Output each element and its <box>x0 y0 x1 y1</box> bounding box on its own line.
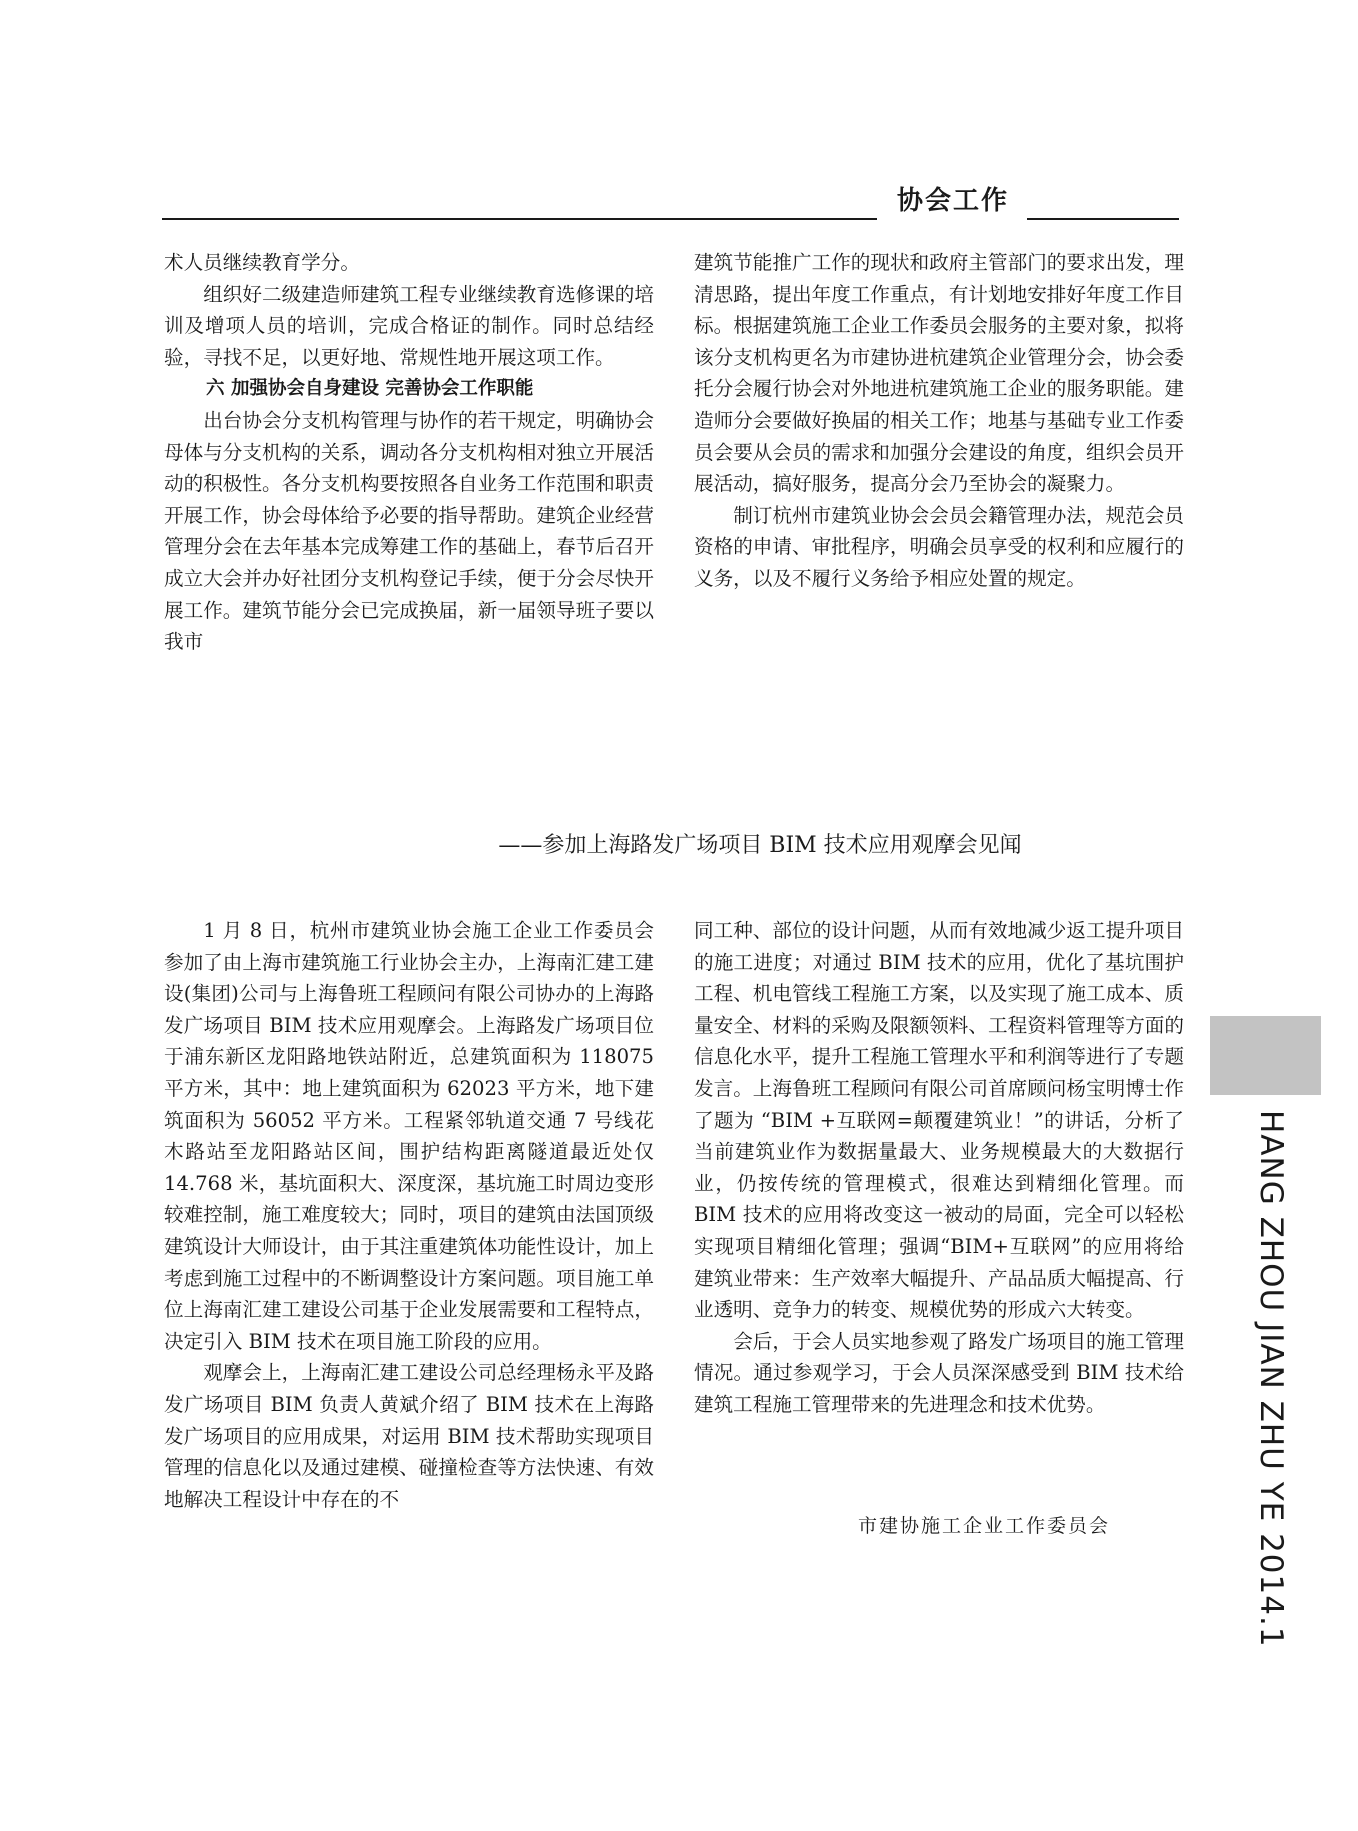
article-left-column <box>164 915 654 1515</box>
top-right-column <box>694 247 1184 595</box>
article-signature: 市建协施工企业工作委员会 <box>857 1515 1110 1537</box>
paragraph: 出台协会分支机构管理与协作的若干规定，明确协会母体与分支机构的关系，调动各分支机构相对独立开展活动的积极性。各分支机构要按照各自业务工作范围和职责开展工作，协会母体给予必要的指导帮助。建筑企业经营管理分会在去年基本完成筹建工作的基础上，春节后召开成立大会并办好社团分支机构登记手续，便于分会尽快开展工作。建筑节能分会已完成换届，新一届领导班子要以我市 <box>164 408 654 654</box>
paragraph: 观摩会上，上海南汇建工建设公司总经理杨永平及路发广场项目 BIM 负责人黄斌介绍了 BIM 技术在上海路发广场项目的应用成果，对运用 BIM 技术帮助实现项目管理的信息化以及通过建模、碰撞检查等方法快速、有效地解决工程设计中存在的不 <box>164 1361 654 1511</box>
header-rule-left <box>162 218 877 220</box>
paragraph: 组织好二级建造师建筑工程专业继续教育选修课的培训及增项人员的培训，完成合格证的制作。同时总结经验，寻找不足，以更好地、常规性地开展这项工作。 <box>164 282 654 369</box>
header-rule-right <box>1027 218 1179 220</box>
paragraph: 同工种、部位的设计问题，从而有效地减少返工提升项目的施工进度；对通过 BIM 技术的应用，优化了基坑围护工程、机电管线工程施工方案，以及实现了施工成本、质量安全、材料的采购及限额领料、工程资料管理等方面的信息化水平，提升工程施工管理水平和利润等进行了专题发言。上海鲁班工程顾问有限公司首席顾问杨宝明博士作了题为 “BIM +互联网=颠覆建筑业！”的讲话，分析了当前建筑业作为数据量最大、业务规模最大的大数据行业，仍按传统的管理模式，很难达到精细化管理。而 BIM 技术的应用将改变这一被动的局面，完全可以轻松实现项目精细化管理；强调“BIM+互联网”的应用将给建筑业带来：生产效率大幅提升、产品品质大幅提高、行业透明、竞争力的转变、规模优势的形成六大转变。 <box>694 919 1184 1322</box>
paragraph: 1 月 8 日，杭州市建筑业协会施工企业工作委员会参加了由上海市建筑施工行业协会主办，上海南汇建工建设(集团)公司与上海鲁班工程顾问有限公司协办的上海路发广场项目 BIM 技术应用观摩会。上海路发广场项目位于浦东新区龙阳路地铁站附近，总建筑面积为 118075 平方米，其中：地上建筑面积为 62023 平方米，地下建筑面积为 56052 平方米。工程紧邻轨道交通 7 号线花木路站至龙阳路站区间，围护结构距离隧道最近处仅 14.768 米，基坑面积大、深度深，基坑施工时周边变形较难控制，施工难度较大；同时，项目的建筑由法国顶级建筑设计大师设计，由于其注重建筑体功能性设计，加上考虑到施工过程中的不断调整设计方案问题。项目施工单位上海南汇建工建设公司基于企业发展需要和工程特点，决定引入 BIM 技术在项目施工阶段的应用。 <box>164 919 654 1353</box>
journal-vertical-label: HANG ZHOU JIAN ZHU YE 2014.1 <box>1253 1110 1289 1648</box>
section-heading: 六 加强协会自身建设 完善协会工作职能 <box>206 378 534 400</box>
paragraph: 会后，于会人员实地参观了路发广场项目的施工管理情况。通过参观学习，于会人员深深感受到 BIM 技术给建筑工程施工管理带来的先进理念和技术优势。 <box>694 1329 1184 1416</box>
paragraph: 术人员继续教育学分。 <box>164 251 360 274</box>
section-title: 协会工作 <box>896 186 1009 216</box>
paragraph: 制订杭州市建筑业协会会员会籍管理办法，规范会员资格的申请、审批程序，明确会员享受的权利和应履行的义务，以及不履行义务给予相应处置的规定。 <box>694 503 1184 590</box>
top-left-column <box>164 247 654 658</box>
article-subtitle: ——参加上海路发广场项目 BIM 技术应用观摩会见闻 <box>498 833 1022 858</box>
side-tab-box <box>1210 1016 1321 1095</box>
article-right-column <box>694 915 1184 1421</box>
paragraph: 建筑节能推广工作的现状和政府主管部门的要求出发，理清思路，提出年度工作重点，有计划地安排好年度工作目标。根据建筑施工企业工作委员会服务的主要对象，拟将该分支机构更名为市建协进杭建筑企业管理分会，协会委托分会履行协会对外地进杭建筑施工企业的服务职能。建造师分会要做好换届的相关工作；地基与基础专业工作委员会要从会员的需求和加强分会建设的角度，组织会员开展活动，搞好服务，提高分会乃至协会的凝聚力。 <box>694 251 1184 496</box>
